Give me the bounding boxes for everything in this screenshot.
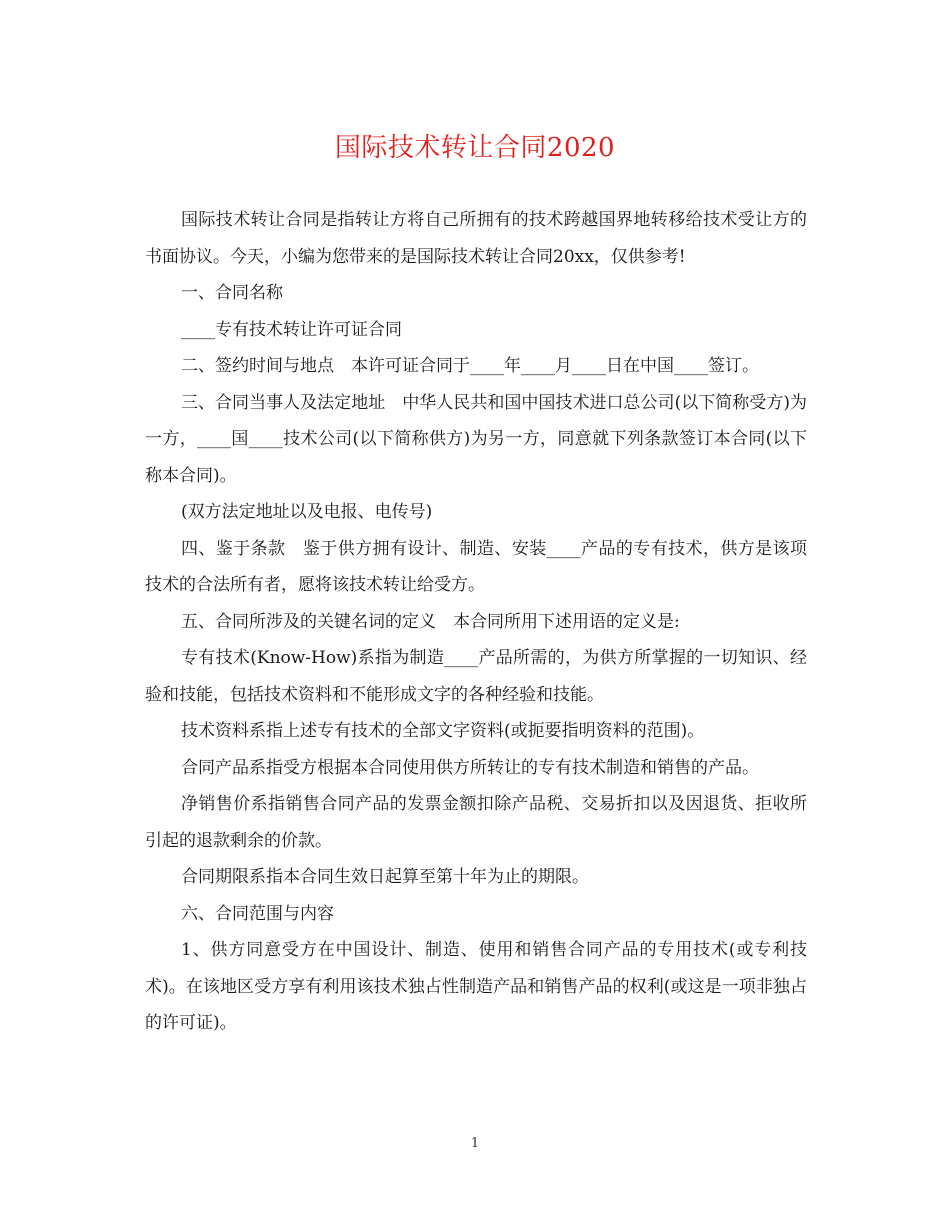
paragraph-contract-name: ____专有技术转让许可证合同 bbox=[181, 319, 402, 340]
paragraph-addresses-note: (双方法定地址以及电报、电传号) bbox=[181, 502, 433, 522]
paragraph-definition-net-price: 净销售价系指销售合同产品的发票金额扣除产品税、交易折扣以及因退货、拒收所引起的退款剩余的价款。 bbox=[145, 794, 807, 851]
paragraph-section-6-item-1: 1、供方同意受方在中国设计、制造、使用和销售合同产品的专用技术(或专利技术)。在该地区受方享有利用该技术独占性制造产品和销售产品的权利(或这是一项非独占的许可证)。 bbox=[145, 940, 807, 1033]
paragraph-definition-technical-data: 技术资料系指上述专有技术的全部文字资料(或扼要指明资料的范围)。 bbox=[181, 721, 705, 741]
paragraph-section-2: 二、签约时间与地点 本许可证合同于____年____月____日在中国____签订。 bbox=[181, 356, 759, 376]
paragraph-intro: 国际技术转让合同是指转让方将自己所拥有的技术跨越国界地转移给技术受让方的书面协议。今天，小编为您带来的是国际技术转让合同20xx，仅供参考! bbox=[145, 210, 807, 267]
paragraph-section-5: 五、合同所涉及的关键名词的定义 本合同所用下述用语的定义是: bbox=[181, 611, 680, 632]
paragraph-definition-contract-product: 合同产品系指受方根据本合同使用供方所转让的专有技术制造和销售的产品。 bbox=[181, 757, 759, 778]
paragraph-definition-know-how: 专有技术(Know-How)系指为制造____产品所需的，为供方所掌握的一切知识、经验和技能，包括技术资料和不能形成文字的各种经验和技能。 bbox=[145, 648, 807, 705]
paragraph-section-6-heading: 六、合同范围与内容 bbox=[181, 903, 334, 924]
paragraph-section-4: 四、鉴于条款 鉴于供方拥有设计、制造、安装____产品的专有技术，供方是该项技术的合法所有者，愿将该技术转让给受方。 bbox=[145, 538, 807, 595]
paragraph-section-3: 三、合同当事人及法定地址 中华人民共和国中国技术进口总公司(以下简称受方)为一方，____国____技术公司(以下简称供方)为另一方，同意就下列条款签订本合同(以下称本合同)。 bbox=[145, 392, 807, 486]
paragraph-definition-term: 合同期限系指本合同生效日起算至第十年为止的期限。 bbox=[181, 867, 589, 887]
document-body bbox=[145, 202, 807, 1042]
paragraph-section-1-heading: 一、合同名称 bbox=[181, 283, 283, 303]
document-title: 国际技术转让合同2020 bbox=[334, 133, 616, 163]
page-number: 1 bbox=[470, 1136, 480, 1151]
